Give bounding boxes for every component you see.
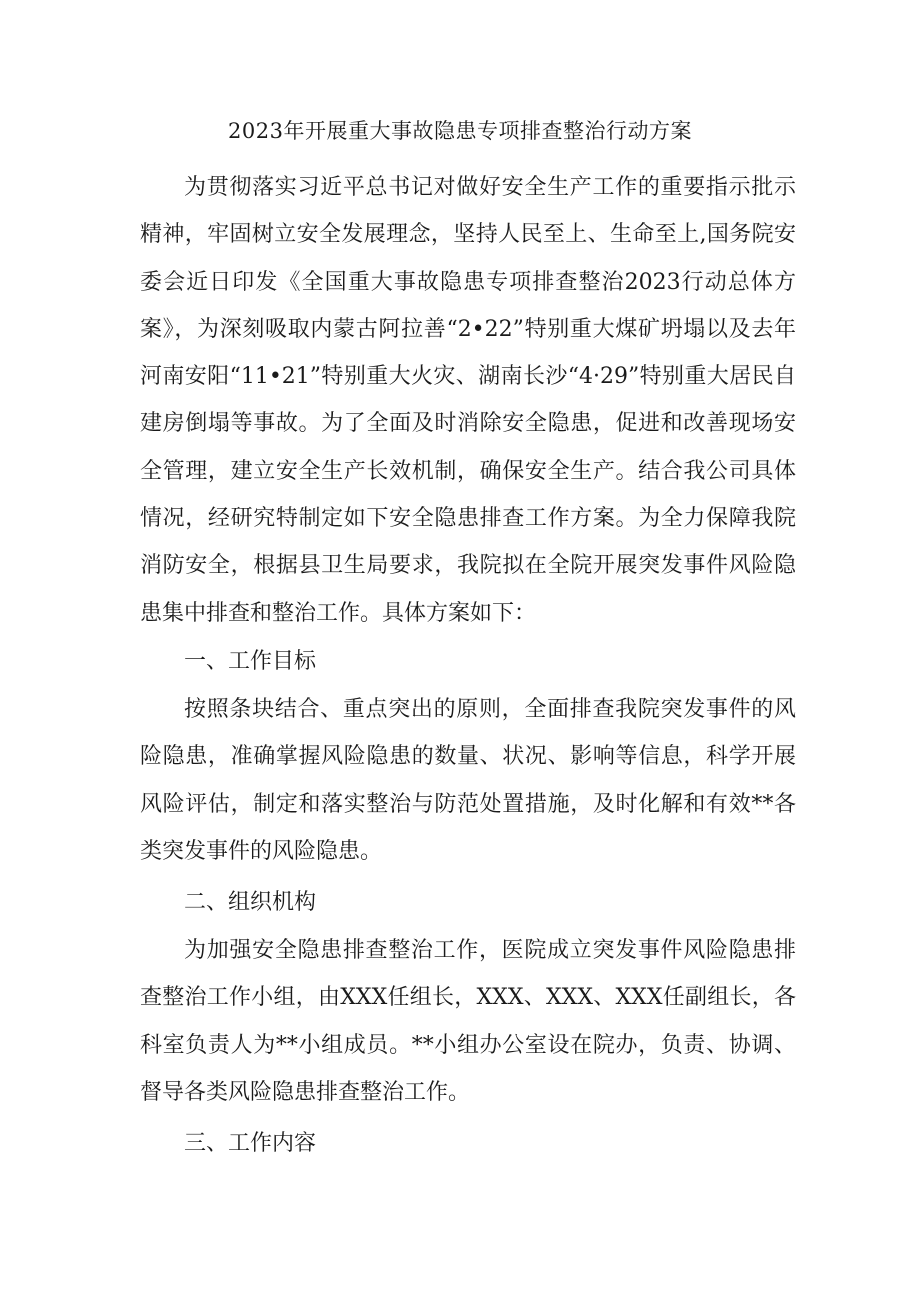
intro-paragraph: 为贯彻落实习近平总书记对做好安全生产工作的重要指示批示精神，牢固树立安全发展理念，坚持人民至上、生命至上,国务院安委会近日印发《全国重大事故隐患专项排查整治2023行动总体方案》，为深刻吸取内蒙古阿拉善“2•22”特别重大煤矿坍塌以及去年河南安阳“11•21”特别重大火灾、湖南长沙“4·29”特别重大居民自建房倒塌等事故。为了全面及时消除安全隐患，促进和改善现场安全管理，建立安全生产长效机制，确保安全生产。结合我公司具体情况，经研究特制定如下安全隐患排查工作方案。为全力保障我院消防安全，根据县卫生局要求，我院拟在全院开展突发事件风险隐患集中排查和整治工作。具体方案如下： [140,175,796,626]
document-title: 2023年开展重大事故隐患专项排查整治行动方案 [228,119,692,143]
section-heading-organization: 二、组织机构 [184,890,317,915]
goals-paragraph: 按照条块结合、重点突出的原则，全面排查我院突发事件的风险隐患，准确掌握风险隐患的数量、状况、影响等信息，科学开展风险评估，制定和落实整治与防范处置措施，及时化解和有效**各类突发事件的风险隐患。 [140,697,796,864]
section-heading-goals: 一、工作目标 [184,649,317,674]
organization-paragraph: 为加强安全隐患排查整治工作，医院成立突发事件风险隐患排查整治工作小组，由XXX任组长，XXX、XXX、XXX任副组长，各科室负责人为**小组成员。**小组办公室设在院办，负责、协调、督导各类风险隐患排查整治工作。 [140,938,796,1105]
section-heading-content: 三、工作内容 [184,1131,317,1156]
